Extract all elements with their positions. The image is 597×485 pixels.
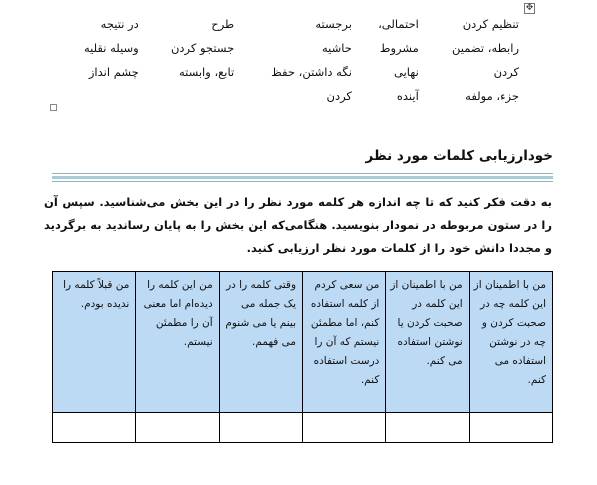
title-rule-bottom: [52, 181, 553, 182]
vocabulary-word: رابطه، تضمین: [452, 41, 519, 55]
vocabulary-word-grid: [60, 12, 525, 108]
vocabulary-word: آینده: [396, 89, 419, 103]
vocabulary-word: [60, 84, 145, 108]
vocabulary-word: کردن: [326, 89, 352, 103]
vocabulary-word: در نتیجه: [100, 17, 139, 31]
vocabulary-word: برجسته: [315, 17, 352, 31]
vocabulary-word: جزء، مولفه: [465, 89, 519, 103]
title-rule-middle: [52, 176, 553, 179]
rating-answer-cell[interactable]: [53, 413, 136, 443]
rating-answer-row: [53, 413, 553, 443]
section-title: خودارزیابی کلمات مورد نظر: [365, 148, 553, 164]
instructions-paragraph: به دقت فکر کنید که تا چه اندازه هر کلمه مورد نظر را در این بخش می‌شناسید. سپس آن را در ستون مربوطه در نمودار بنویسید. هنگامی‌که این بخش را به پایان رساندید به برگردید و مجددا دانش خود را از کلمات مورد نظر ارزیابی کنید.: [44, 195, 552, 255]
vocabulary-word: تابع، وابسته: [178, 65, 235, 79]
rating-column-header: من قبلاً کلمه را ندیده بودم.: [53, 272, 136, 413]
vocabulary-word: تنظیم کردن: [462, 17, 519, 31]
vocabulary-word: مشروط: [379, 41, 419, 55]
vocabulary-word: نهایی: [394, 65, 419, 79]
rating-answer-cell[interactable]: [469, 413, 552, 443]
rating-column-header: من سعی کردم از کلمه استفاده کنم، اما مطمئن نیستم که آن را درست استفاده کنم.: [303, 272, 386, 413]
vocabulary-word: احتمالی،: [378, 17, 419, 31]
rating-answer-cell[interactable]: [136, 413, 219, 443]
rating-answer-cell[interactable]: [386, 413, 469, 443]
title-rule-top: [52, 173, 553, 174]
rating-column-header: وقتی کلمه را در یک جمله می بینم یا می شنوم می فهمم.: [219, 272, 302, 413]
rating-header-row: [53, 272, 553, 413]
vocabulary-word: وسیله نقلیه: [83, 41, 139, 55]
word-grid-row: [60, 12, 525, 36]
vocabulary-word: کردن: [493, 65, 519, 79]
self-assessment-table: [52, 271, 553, 443]
vocabulary-word: [145, 84, 240, 108]
rating-column-header: من این کلمه را دیده‌ام اما معنی آن را مطمئن نیستم.: [136, 272, 219, 413]
vocabulary-word: حاشیه: [322, 41, 352, 55]
rating-answer-cell[interactable]: [303, 413, 386, 443]
word-grid-row: [60, 60, 525, 84]
table-move-handle-icon[interactable]: ✥: [525, 3, 534, 13]
word-grid-row: [60, 36, 525, 60]
vocabulary-word: طرح: [211, 17, 235, 31]
table-resize-handle-icon[interactable]: [50, 104, 57, 111]
vocabulary-word: جستجو کردن: [170, 41, 235, 55]
vocabulary-word: چشم انداز: [88, 65, 139, 79]
word-grid-row: [60, 84, 525, 108]
rating-column-header: من با اطمینان از این کلمه در صحبت کردن یا نوشتن استفاده می کنم.: [386, 272, 469, 413]
rating-answer-cell[interactable]: [219, 413, 302, 443]
vocabulary-word: نگه داشتن، حفظ: [271, 65, 352, 79]
rating-column-header: من با اطمینان از این کلمه چه در صحبت کردن و چه در نوشتن استفاده می کنم.: [469, 272, 552, 413]
